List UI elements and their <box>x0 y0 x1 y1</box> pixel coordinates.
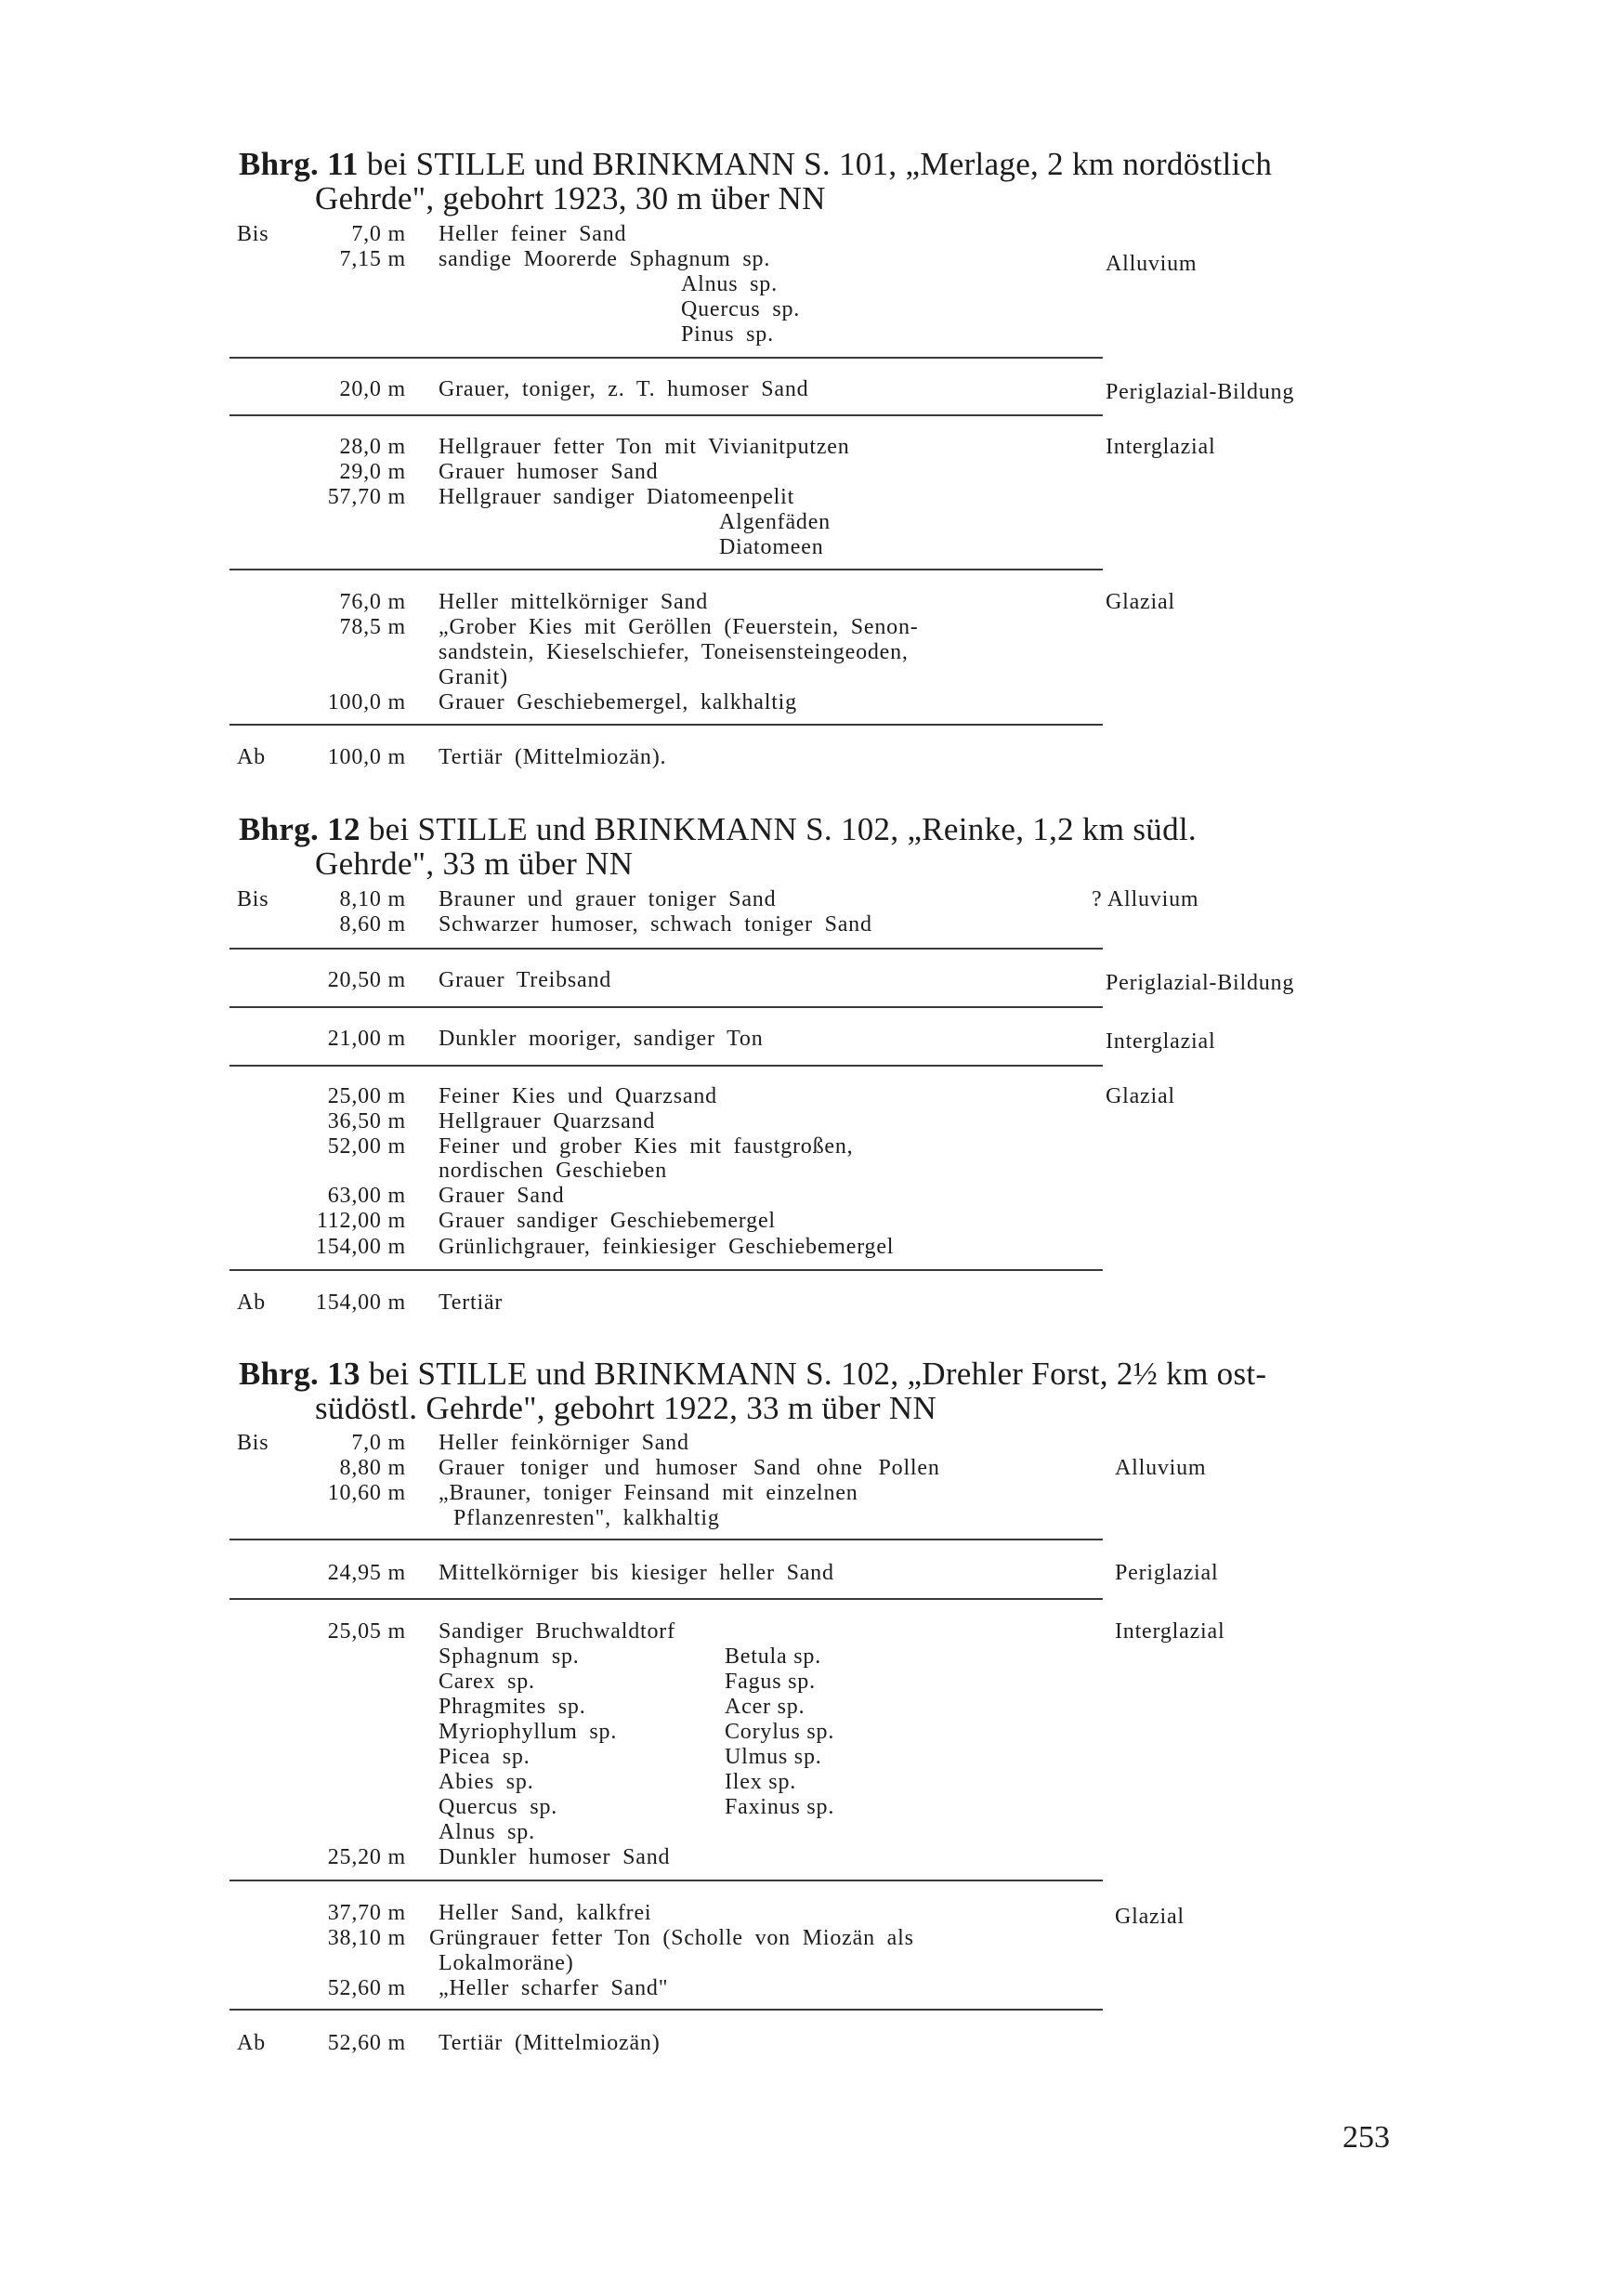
divider <box>229 414 1103 416</box>
layer-row: 24,95 m Mittelkörniger bis kiesiger heller Sand Periglazial <box>327 1561 1219 1585</box>
layer-row: 76,0 m Heller mittelkörniger Sand Glazial <box>339 590 1175 614</box>
heading-line-1: bei STILLE und BRINKMANN S. 102, „Drehler Forst, 2½ km ost- <box>360 1356 1267 1392</box>
bhrg-label: Bhrg. <box>239 146 320 182</box>
layer-row: Ab 154,00 m Tertiär <box>237 1291 504 1315</box>
layer-row: Bis 8,10 m Brauner und grauer toniger Sand ? Alluvium <box>237 887 1199 911</box>
layer-row: 8,80 m Grauer toniger und humoser Sand ohne Pollen Alluvium <box>339 1456 1207 1480</box>
layer-row: Algenfäden <box>719 510 831 534</box>
layer-row: Bis 7,0 m Heller feinkörniger Sand <box>237 1431 689 1455</box>
layer-row: 8,60 m Schwarzer humoser, schwach toniger Sand <box>339 912 872 937</box>
layer-row: 52,60 m „Heller scharfer Sand" <box>327 1976 669 2000</box>
layer-row: 28,0 m Hellgrauer fetter Ton mit Vivianitputzen Interglazial <box>339 435 1216 459</box>
layer-row: sandstein, Kieselschiefer, Toneisensteingeoden, <box>439 640 909 664</box>
layer-row: Abies sp. Ilex sp. <box>439 1770 797 1794</box>
divider <box>229 1269 1103 1271</box>
layer-row: Carex sp. Fagus sp. <box>439 1670 816 1694</box>
heading-line-1: bei STILLE und BRINKMANN S. 102, „Reinke, 1,2 km südl. <box>360 811 1197 847</box>
bhrg-label: Bhrg. <box>239 1356 320 1392</box>
layer-row: 78,5 m „Grober Kies mit Geröllen (Feuerstein, Senon- <box>339 615 919 639</box>
layer-row: 21,00 m Dunkler mooriger, sandiger Ton Interglazial <box>327 1027 1216 1054</box>
divider <box>229 948 1103 950</box>
page-number: 253 <box>1342 2120 1390 2155</box>
heading-line-2: Gehrde", 33 m über NN <box>315 845 634 882</box>
layer-row: 25,20 m Dunkler humoser Sand <box>327 1845 671 1869</box>
layer-row: 7,15 m sandige Moorerde Sphagnum sp. Alluvium <box>339 247 1198 276</box>
heading-line-2: südöstl. Gehrde", gebohrt 1922, 33 m über NN <box>315 1390 937 1426</box>
layer-row: 100,0 m Grauer Geschiebemergel, kalkhaltig <box>327 690 797 714</box>
layer-row: nordischen Geschieben <box>439 1159 668 1183</box>
layer-row: Lokalmoräne) <box>439 1951 574 1975</box>
layer-row: Granit) <box>439 665 508 689</box>
bhrg-number: 11 <box>327 146 359 182</box>
divider <box>229 2009 1103 2011</box>
layer-row: Sphagnum sp. Betula sp. <box>439 1644 821 1669</box>
heading-line-2: Gehrde", gebohrt 1923, 30 m über NN <box>315 180 826 216</box>
layer-row: 57,70 m Hellgrauer sandiger Diatomeenpelit <box>327 485 795 509</box>
divider <box>229 569 1103 570</box>
layer-row: Diatomeen <box>719 535 824 559</box>
divider <box>229 1598 1103 1600</box>
layer-row: 20,50 m Grauer Treibsand Periglazial-Bildung <box>327 968 1295 995</box>
layer-row: Phragmites sp. Acer sp. <box>439 1695 805 1719</box>
layer-row: Pflanzenresten", kalkhaltig <box>453 1506 720 1530</box>
bohrung-13-heading <box>239 1356 1414 1425</box>
divider <box>229 357 1103 359</box>
layer-row: 38,10 m Grüngrauer fetter Ton (Scholle von Miozän als <box>327 1926 914 1950</box>
heading-line-1: bei STILLE und BRINKMANN S. 101, „Merlage, 2 km nordöstlich <box>358 146 1273 182</box>
layer-row: 29,0 m Grauer humoser Sand <box>339 460 659 484</box>
bhrg-number: 12 <box>327 811 360 847</box>
layer-row: Picea sp. Ulmus sp. <box>439 1745 822 1769</box>
layer-row: 25,00 m Feiner Kies und Quarzsand Glazial <box>327 1084 1175 1108</box>
layer-row: Pinus sp. <box>681 322 774 347</box>
layer-row: Quercus sp. Faxinus sp. <box>439 1795 835 1819</box>
layer-row: 63,00 m Grauer Sand <box>327 1184 565 1208</box>
bhrg-number: 13 <box>327 1356 360 1392</box>
layer-row: Myriophyllum sp. Corylus sp. <box>439 1720 835 1744</box>
layer-row: 112,00 m Grauer sandiger Geschiebemergel <box>316 1209 776 1233</box>
layer-row: Bis 7,0 m Heller feiner Sand <box>237 222 627 246</box>
divider <box>229 1880 1103 1881</box>
layer-row: Alnus sp. <box>439 1820 535 1844</box>
bhrg-label: Bhrg. <box>239 811 320 847</box>
divider <box>229 1065 1103 1067</box>
layer-row: 52,00 m Feiner und grober Kies mit faustgroßen, <box>327 1134 854 1159</box>
layer-row: 10,60 m „Brauner, toniger Feinsand mit einzelnen <box>327 1481 858 1505</box>
layer-row: Ab 100,0 m Tertiär (Mittelmiozän). <box>237 745 667 769</box>
layer-row: 36,50 m Hellgrauer Quarzsand <box>327 1109 656 1133</box>
layer-row: 20,0 m Grauer, toniger, z. T. humoser Sand Periglazial-Bildung <box>339 377 1295 404</box>
layer-row: 37,70 m Heller Sand, kalkfrei Glazial <box>327 1901 1185 1929</box>
layer-row: 154,00 m Grünlichgrauer, feinkiesiger Geschiebemergel <box>315 1235 895 1259</box>
divider <box>229 724 1103 726</box>
layer-row: Quercus sp. <box>681 297 801 321</box>
layer-row: Ab 52,60 m Tertiär (Mittelmiozän) <box>237 2031 661 2055</box>
bohrung-11-heading <box>239 147 1414 216</box>
divider <box>229 1006 1103 1008</box>
bohrung-12-heading <box>239 812 1414 881</box>
layer-row: Alnus sp. <box>681 272 778 296</box>
layer-row: 25,05 m Sandiger Bruchwaldtorf Interglazial <box>327 1619 1225 1644</box>
divider <box>229 1539 1103 1540</box>
